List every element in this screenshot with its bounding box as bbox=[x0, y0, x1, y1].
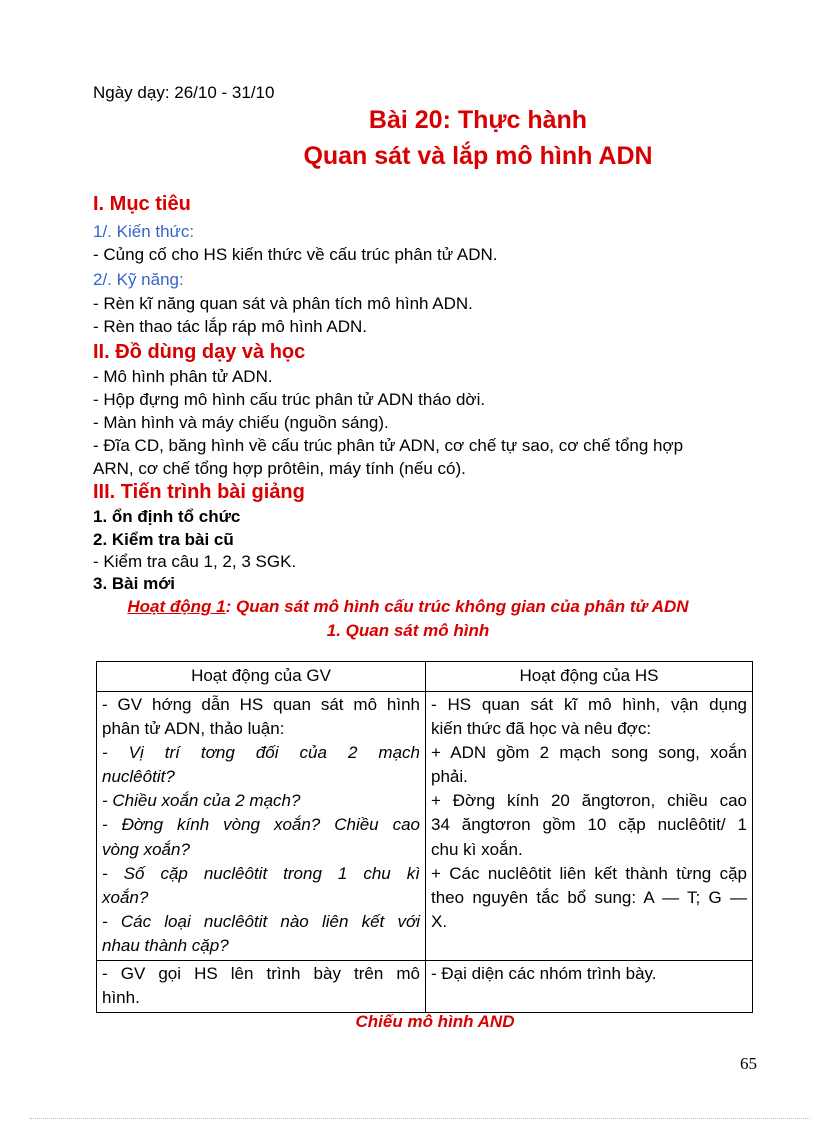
table-header-teacher: Hoạt động của GV bbox=[97, 662, 426, 692]
materials-line: ARN, cơ chế tổng hợp prôtêin, máy tính (nếu có). bbox=[93, 459, 466, 478]
procedure-step-1: 1. ổn định tổ chức bbox=[93, 507, 241, 526]
lesson-subtitle: Quan sát và lắp mô hình ADN bbox=[303, 142, 653, 170]
subsection-skills-heading: 2/. Kỹ năng: bbox=[93, 270, 184, 289]
cell-text-line: - GV hớng dẫn HS quan sát mô hình bbox=[102, 695, 420, 714]
activity-table bbox=[96, 661, 753, 1013]
cell-text-line: theo nguyên tắc bổ sung: A — T; G — bbox=[431, 887, 747, 907]
cell-text-line: xoắn? bbox=[102, 887, 149, 907]
page-number: 65 bbox=[740, 1054, 757, 1073]
cell-text-line: vòng xoắn? bbox=[102, 839, 190, 859]
materials-line: - Mô hình phân tử ADN. bbox=[93, 367, 273, 386]
page-bottom-divider bbox=[30, 1118, 810, 1119]
section-materials-heading: II. Đồ dùng dạy và học bbox=[93, 341, 306, 363]
procedure-step-2-detail: - Kiểm tra câu 1, 2, 3 SGK. bbox=[93, 552, 297, 571]
cell-text-line: - HS quan sát kĩ mô hình, vận dụng bbox=[431, 695, 747, 714]
cell-text-line: kiến thức đã học và nêu đợc: bbox=[431, 719, 652, 739]
skills-line: - Rèn thao tác lắp ráp mô hình ADN. bbox=[93, 317, 368, 336]
table-cell-student bbox=[426, 692, 753, 961]
activity-subheading: 1. Quan sát mô hình bbox=[326, 621, 490, 640]
cell-text-line: phân tử ADN, thảo luận: bbox=[102, 719, 285, 739]
cell-text-line: nhau thành cặp? bbox=[102, 935, 229, 955]
cell-text-line: phải. bbox=[431, 767, 468, 787]
subsection-knowledge-heading: 1/. Kiến thức: bbox=[93, 222, 195, 241]
figure-caption: Chiếu mô hình AND bbox=[355, 1012, 515, 1031]
cell-text-line: - Các loại nuclêôtit nào liên kết với bbox=[102, 911, 420, 931]
cell-text-line: X. bbox=[431, 911, 448, 931]
cell-text-line: + ADN gồm 2 mạch song song, xoắn bbox=[431, 743, 747, 763]
lesson-date: Ngày dạy: 26/10 - 31/10 bbox=[93, 83, 275, 102]
section-objectives-heading: I. Mục tiêu bbox=[93, 193, 191, 215]
procedure-step-2: 2. Kiểm tra bài cũ bbox=[93, 530, 234, 549]
cell-text-line: - Số cặp nuclêôtit trong 1 chu kì bbox=[102, 863, 420, 883]
table-cell-teacher bbox=[97, 692, 426, 961]
section-procedure-heading: III. Tiến trình bài giảng bbox=[93, 481, 305, 503]
activity-label: Hoạt động 1 bbox=[127, 597, 226, 616]
cell-text-line: nuclêôtit? bbox=[102, 767, 175, 787]
materials-line: - Màn hình và máy chiếu (nguồn sáng). bbox=[93, 413, 389, 432]
lesson-title: Bài 20: Thực hành bbox=[368, 106, 588, 134]
skills-line: - Rèn kĩ năng quan sát và phân tích mô hình ADN. bbox=[93, 294, 473, 313]
table-cell-student bbox=[426, 961, 753, 1013]
cell-text-line: + Đờng kính 20 ăngtơron, chiều cao bbox=[431, 791, 747, 811]
activity-title: : Quan sát mô hình cấu trúc không gian của phân tử ADN bbox=[225, 597, 689, 616]
cell-text-line: hình. bbox=[102, 988, 140, 1008]
table-header-student: Hoạt động của HS bbox=[426, 662, 753, 692]
materials-line: - Đĩa CD, băng hình về cấu trúc phân tử ADN, cơ chế tự sao, cơ chế tổng hợp bbox=[93, 436, 684, 455]
table-header-row bbox=[97, 662, 753, 692]
table-row bbox=[97, 692, 753, 961]
procedure-step-3: 3. Bài mới bbox=[93, 574, 176, 593]
cell-text-line: - GV gọi HS lên trình bày trên mô bbox=[102, 964, 420, 984]
cell-text-line: - Đại diện các nhóm trình bày. bbox=[431, 964, 657, 984]
cell-text-line: 34 ăngtơron gồm 10 cặp nuclêôtit/ 1 bbox=[431, 815, 747, 835]
table-row bbox=[97, 961, 753, 1013]
cell-text-line: - Vị trí tơng đối của 2 mạch bbox=[102, 743, 420, 763]
materials-line: - Hộp đựng mô hình cấu trúc phân tử ADN tháo dời. bbox=[93, 390, 486, 409]
cell-text-line: - Đờng kính vòng xoắn? Chiều cao bbox=[102, 815, 420, 835]
cell-text-line: chu kì xoắn. bbox=[431, 839, 523, 859]
activity-heading bbox=[0, 597, 816, 617]
cell-text-line: - Chiều xoắn của 2 mạch? bbox=[102, 791, 301, 811]
knowledge-line: - Củng cố cho HS kiến thức về cấu trúc phân tử ADN. bbox=[93, 245, 498, 264]
cell-text-line: + Các nuclêôtit liên kết thành từng cặp bbox=[431, 863, 747, 883]
table-cell-teacher bbox=[97, 961, 426, 1013]
